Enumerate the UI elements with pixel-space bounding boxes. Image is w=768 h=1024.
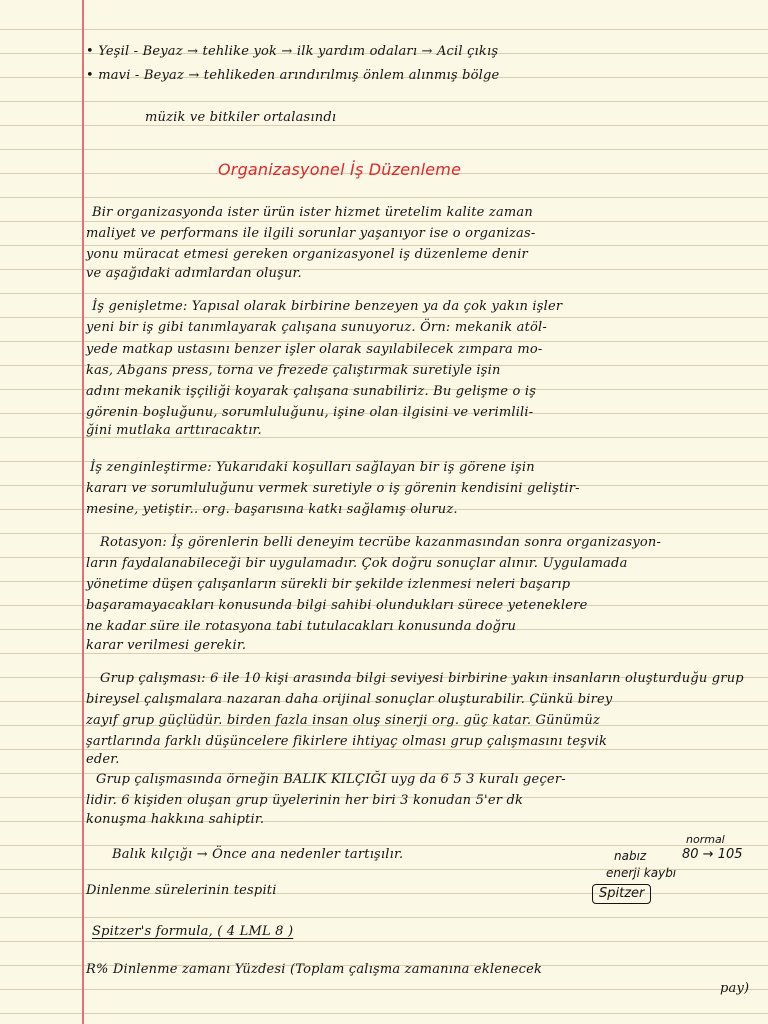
note-line-34: Dinlenme sürelerinin tespiti: [86, 883, 277, 898]
note-line-12: kas, Abgans press, torna ve frezede çalıştırmak suretiyle işin: [86, 363, 501, 378]
note-line-1: • Yeşil - Beyaz → tehlike yok → ilk yardım odaları → Acil çıkış: [86, 44, 499, 59]
note-line-26: bireysel çalışmalara nazaran daha orijinal sonuçlar oluşturabilir. Çünkü birey: [86, 692, 613, 707]
note-line-36: R% Dinlenme zamanı Yüzdesi (Toplam çalışma zamanına eklenecek: [86, 962, 543, 977]
side-note-energy: enerji kaybı: [606, 866, 677, 880]
note-line-17: kararı ve sorumluluğunu vermek suretiyle o iş görenin kendisini geliştir-: [86, 481, 580, 496]
note-line-3: müzik ve bitkiler ortalasındı: [145, 110, 337, 125]
note-line-5: Bir organizasyonda ister ürün ister hizmet üretelim kalite zaman: [92, 205, 533, 220]
note-line-22: başaramayacakları konusunda bilgi sahibi olundukları sürece yeteneklere: [86, 598, 588, 613]
note-line-10: yeni bir iş gibi tanımlayarak çalışana sunuyoruz. Örn: mekanik atöl-: [86, 320, 547, 335]
note-line-29: eder.: [86, 752, 120, 767]
note-line-33: Balık kılçığı → Önce ana nedenler tartışılır.: [112, 847, 404, 862]
note-line-11: yede matkap ustasını benzer işler olarak sayılabilecek zımpara mo-: [86, 342, 543, 357]
spitzer-box: Spitzer: [592, 884, 651, 904]
note-line-25: Grup çalışması: 6 ile 10 kişi arasında bilgi seviyesi birbirine yakın insanların oluşturduğu grup: [100, 671, 744, 686]
note-line-32: konuşma hakkına sahiptir.: [86, 812, 265, 827]
side-note-range: 80 → 105: [682, 847, 743, 862]
note-line-2: • mavi - Beyaz → tehlikeden arındırılmış önlem alınmış bölge: [86, 68, 500, 83]
note-line-27: zayıf grup güçlüdür. birden fazla insan oluş sinerji org. güç katar. Günümüz: [86, 713, 601, 728]
note-line-24: karar verilmesi gerekir.: [86, 638, 247, 653]
note-line-9: İş genişletme: Yapısal olarak birbirine benzeyen ya da çok yakın işler: [92, 299, 563, 314]
page-title: Organizasyonel İş Düzenleme: [218, 160, 462, 179]
note-line-31: lidir. 6 kişiden oluşan grup üyelerinin her biri 3 konudan 5'er dk: [86, 793, 524, 808]
note-line-6: maliyet ve performans ile ilgili sorunlar yaşanıyor ise o organizas-: [86, 226, 536, 241]
note-line-37: pay): [720, 981, 750, 996]
note-line-8: ve aşağıdaki adımlardan oluşur.: [86, 266, 302, 281]
note-line-18: mesine, yetiştir.. org. başarısına katkı sağlamış oluruz.: [86, 502, 458, 517]
note-line-7: yonu müracat etmesi gereken organizasyonel iş düzenleme denir: [86, 247, 528, 262]
note-line-19: Rotasyon: İş görenlerin belli deneyim tecrübe kazanmasından sonra organizasyon-: [100, 535, 662, 550]
note-line-28: şartlarında farklı düşüncelere fikirlere ihtiyaç olması grup çalışmasını teşvik: [86, 734, 608, 749]
note-line-30: Grup çalışmasında örneğin BALIK KILÇIĞI uyg da 6 5 3 kuralı geçer-: [96, 772, 566, 787]
note-line-14: görenin boşluğunu, sorumluluğunu, işine olan ilgisini ve verimlili-: [86, 405, 534, 420]
note-line-21: yönetime düşen çalışanların sürekli bir şekilde izlenmesi neleri başarıp: [86, 577, 571, 592]
note-line-13: adını mekanik işçiliği koyarak çalışana sunabiliriz. Bu gelişme o iş: [86, 384, 537, 399]
note-line-23: ne kadar süre ile rotasyona tabi tutulacakları konusunda doğru: [86, 619, 517, 634]
note-line-15: ğini mutlaka arttıracaktır.: [86, 423, 262, 438]
note-line-35: Spitzer's formula, ( 4 LML 8 ): [92, 924, 294, 939]
note-line-16: İş zenginleştirme: Yukarıdaki koşulları sağlayan bir iş görene işin: [90, 460, 535, 475]
note-line-20: ların faydalanabileceği bir uygulamadır. Çok doğru sonuçlar alınır. Uygulamada: [86, 556, 628, 571]
side-note-top: normal: [686, 833, 725, 846]
side-note-label: nabız: [614, 849, 647, 863]
